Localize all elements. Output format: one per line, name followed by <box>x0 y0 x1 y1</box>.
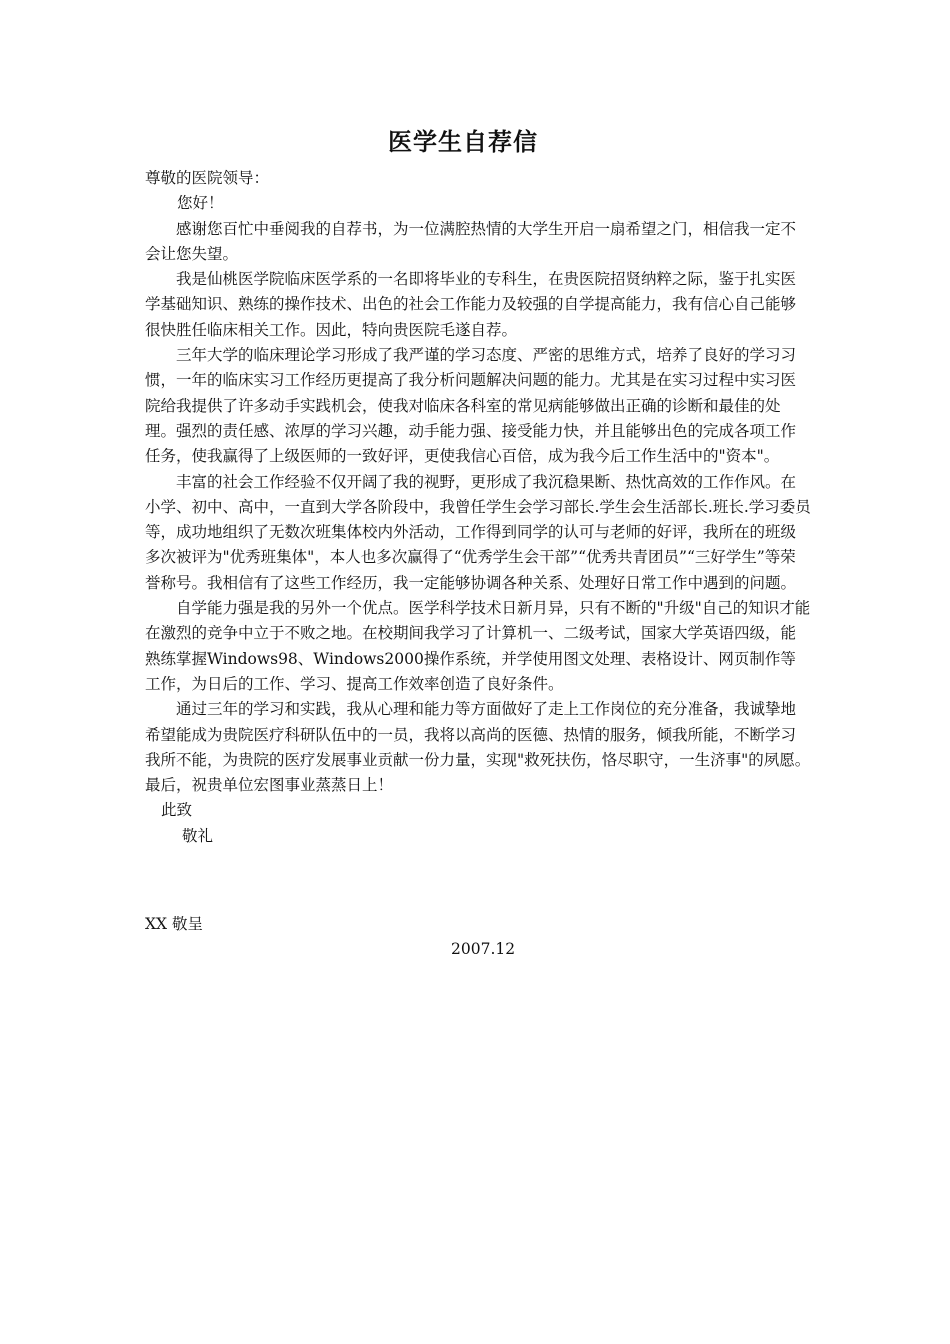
paragraph-3: 三年大学的临床理论学习形成了我严谨的学习态度、严密的思维方式，培养了良好的学习习惯，一年的临床实习工作经历更提高了我分析问题解决问题的能力。尤其是在实习过程中实习医院给我提供了许多动手实践机会，使我对临床各科室的常见病能够做出正确的诊断和最佳的处理。强烈的责任感、浓厚的学习兴趣，动手能力强、接受能力快，并且能够出色的完成各项工作任务，使我赢得了上级医师的一致好评，更使我信心百倍，成为我今后工作生活中的"资本"。 <box>145 346 797 466</box>
document-title: 医学生自荐信 <box>388 127 538 156</box>
paragraph-1: 感谢您百忙中垂阅我的自荐书，为一位满腔热情的大学生开启一扇希望之门，相信我一定不会让您失望。 <box>145 219 797 263</box>
salutation: 尊敬的医院领导： <box>145 169 270 187</box>
letter-body <box>145 166 811 849</box>
closing-line-2: 敬礼 <box>182 826 214 845</box>
signature: XX 敬呈 <box>145 915 203 933</box>
greeting: 您好！ <box>177 194 224 213</box>
date: 2007.12 <box>451 940 516 958</box>
paragraph-5: 自学能力强是我的另外一个优点。医学科学技术日新月异，只有不断的"升级"自己的知识才能在激烈的竞争中立于不败之地。在校期间我学习了计算机一、二级考试，国家大学英语四级，能熟练掌握Windows98、Windows2000操作系统，并学使用图文处理、表格设计、网页制作等工作，为日后的工作、学习、提高工作效率创造了良好条件。 <box>145 599 811 693</box>
paragraph-6: 通过三年的学习和实践，我从心理和能力等方面做好了走上工作岗位的充分准备，我诚挚地希望能成为贵院医疗科研队伍中的一员，我将以高尚的医德、热情的服务，倾我所能，不断学习我所不能，为贵院的医疗发展事业贡献一份力量，实现"救死扶伤，恪尽职守，一生济事"的夙愿。最后，祝贵单位宏图事业蒸蒸日上！ <box>145 700 811 795</box>
paragraph-2: 我是仙桃医学院临床医学系的一名即将毕业的专科生，在贵医院招贤纳粹之际，鉴于扎实医学基础知识、熟练的操作技术、出色的社会工作能力及较强的自学提高能力，我有信心自己能够很快胜任临床相关工作。因此，特向贵医院毛遂自荐。 <box>145 270 797 339</box>
paragraph-4: 丰富的社会工作经验不仅开阔了我的视野，更形成了我沉稳果断、热忱高效的工作作风。在小学、初中、高中，一直到大学各阶段中，我曾任学生会学习部长.学生会生活部长.班长.学习委员等，成功地组织了无数次班集体校内外活动，工作得到同学的认可与老师的好评，我所在的班级多次被评为"优秀班集体"，本人也多次赢得了“优秀学生会干部”“优秀共青团员”“三好学生”等荣誉称号。我相信有了这些工作经历，我一定能够协调各种关系、处理好日常工作中遇到的问题。 <box>145 472 811 592</box>
closing-line-1: 此致 <box>161 801 193 820</box>
